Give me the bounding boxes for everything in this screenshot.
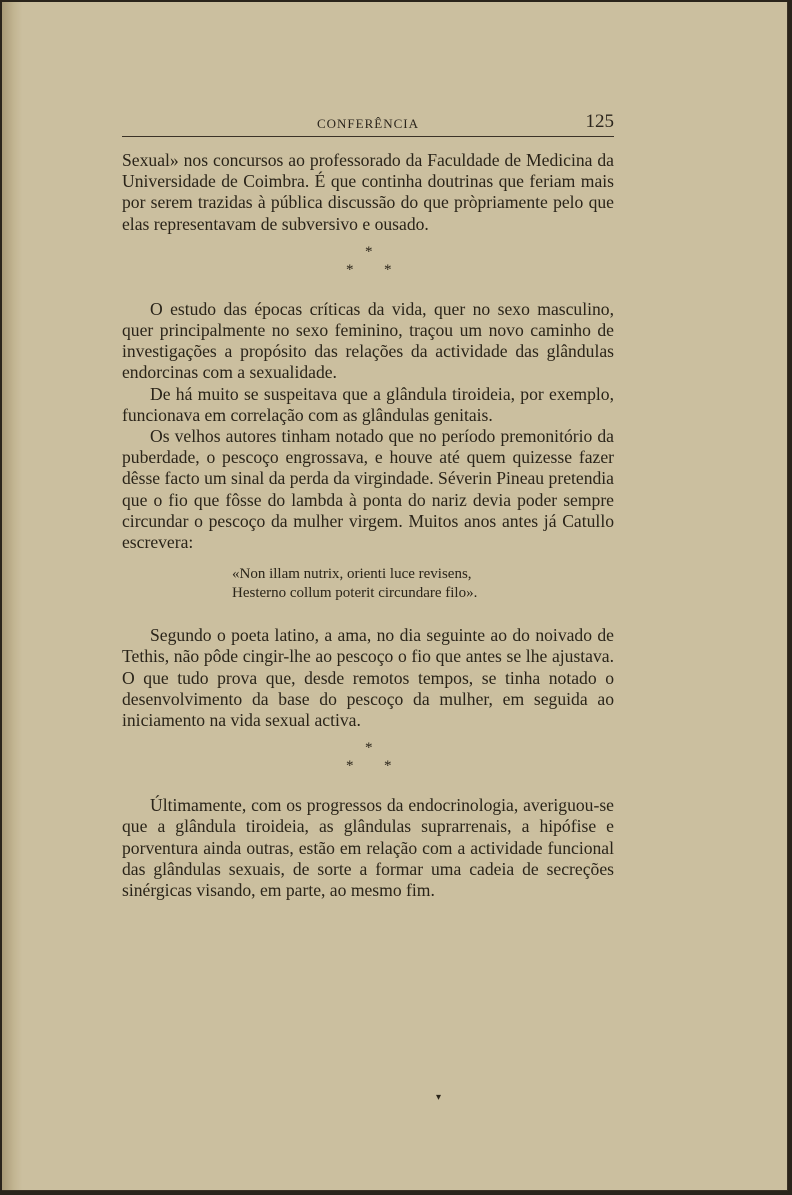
running-title: CONFERÊNCIA: [316, 116, 419, 131]
latin-quotation: [122, 565, 614, 603]
page-body: [122, 150, 614, 901]
book-page: [2, 2, 788, 1191]
separator-star: *: [365, 740, 373, 757]
paragraph-6: Últimamente, com os progressos da endocrinologia, averiguou-se que a glândula tiroideia, as glândulas suprarrenais, a hipófise e porventura ainda outras, estão em relação com a actividade funcional das glândulas sexuais, de sorte a formar uma cadeia de secreções sinérgicas visando, em parte, ao mesmo fim.: [122, 795, 614, 901]
page-binding-edge: [2, 2, 22, 1190]
separator-star: *: [346, 261, 354, 278]
separator-star: *: [346, 758, 354, 775]
section-separator-1: [122, 241, 614, 281]
separator-star: *: [384, 758, 392, 775]
printer-mark: ▾: [436, 1092, 442, 1103]
section-separator-2: [122, 737, 614, 777]
quote-line-1: «Non illam nutrix, orienti luce revisens,: [232, 566, 472, 583]
separator-star: *: [365, 243, 373, 260]
page-header: [122, 106, 614, 137]
paragraph-5: Segundo o poeta latino, a ama, no dia seguinte ao do noivado de Tethis, não pôde cingir-lhe ao pescoço o fio que antes se lhe ajustava. O que tudo prova que, desde remotos tempos, se tinha notado o desenvolvimento da base do pescoço da mulher, em seguida ao iniciamento na vida sexual activa.: [122, 625, 614, 731]
page-number: 125: [585, 111, 614, 132]
paragraph-1: Sexual» nos concursos ao professorado da Faculdade de Medicina da Universidade de Coimbra. É que continha doutrinas que feriam mais por serem trazidas à pública discussão do que pròpriamente pelo que elas representavam de subversivo e ousado.: [122, 150, 614, 234]
paragraph-2: O estudo das épocas críticas da vida, quer no sexo masculino, quer principalmente no sexo feminino, traçou um novo caminho de investigações a propósito das relações da actividade das glândulas endorcinas com a sexualidade.: [122, 298, 614, 383]
separator-star: *: [384, 261, 392, 278]
paragraph-4: Os velhos autores tinham notado que no período premonitório da puberdade, o pescoço engrossava, e houve até quem quizesse fazer dêsse facto um sinal da perda da virgindade. Séverin Pineau pretendia que o fio que fôsse do lambda à ponta do nariz devia poder sempre circundar o pescoço da mulher virgem. Muitos anos antes já Catullo escrevera:: [122, 426, 614, 553]
quote-line-2: Hesterno collum poterit circundare filo».: [232, 585, 478, 602]
paragraph-3: De há muito se suspeitava que a glândula tiroideia, por exemplo, funcionava em correlação com as glândulas genitais.: [122, 383, 614, 425]
